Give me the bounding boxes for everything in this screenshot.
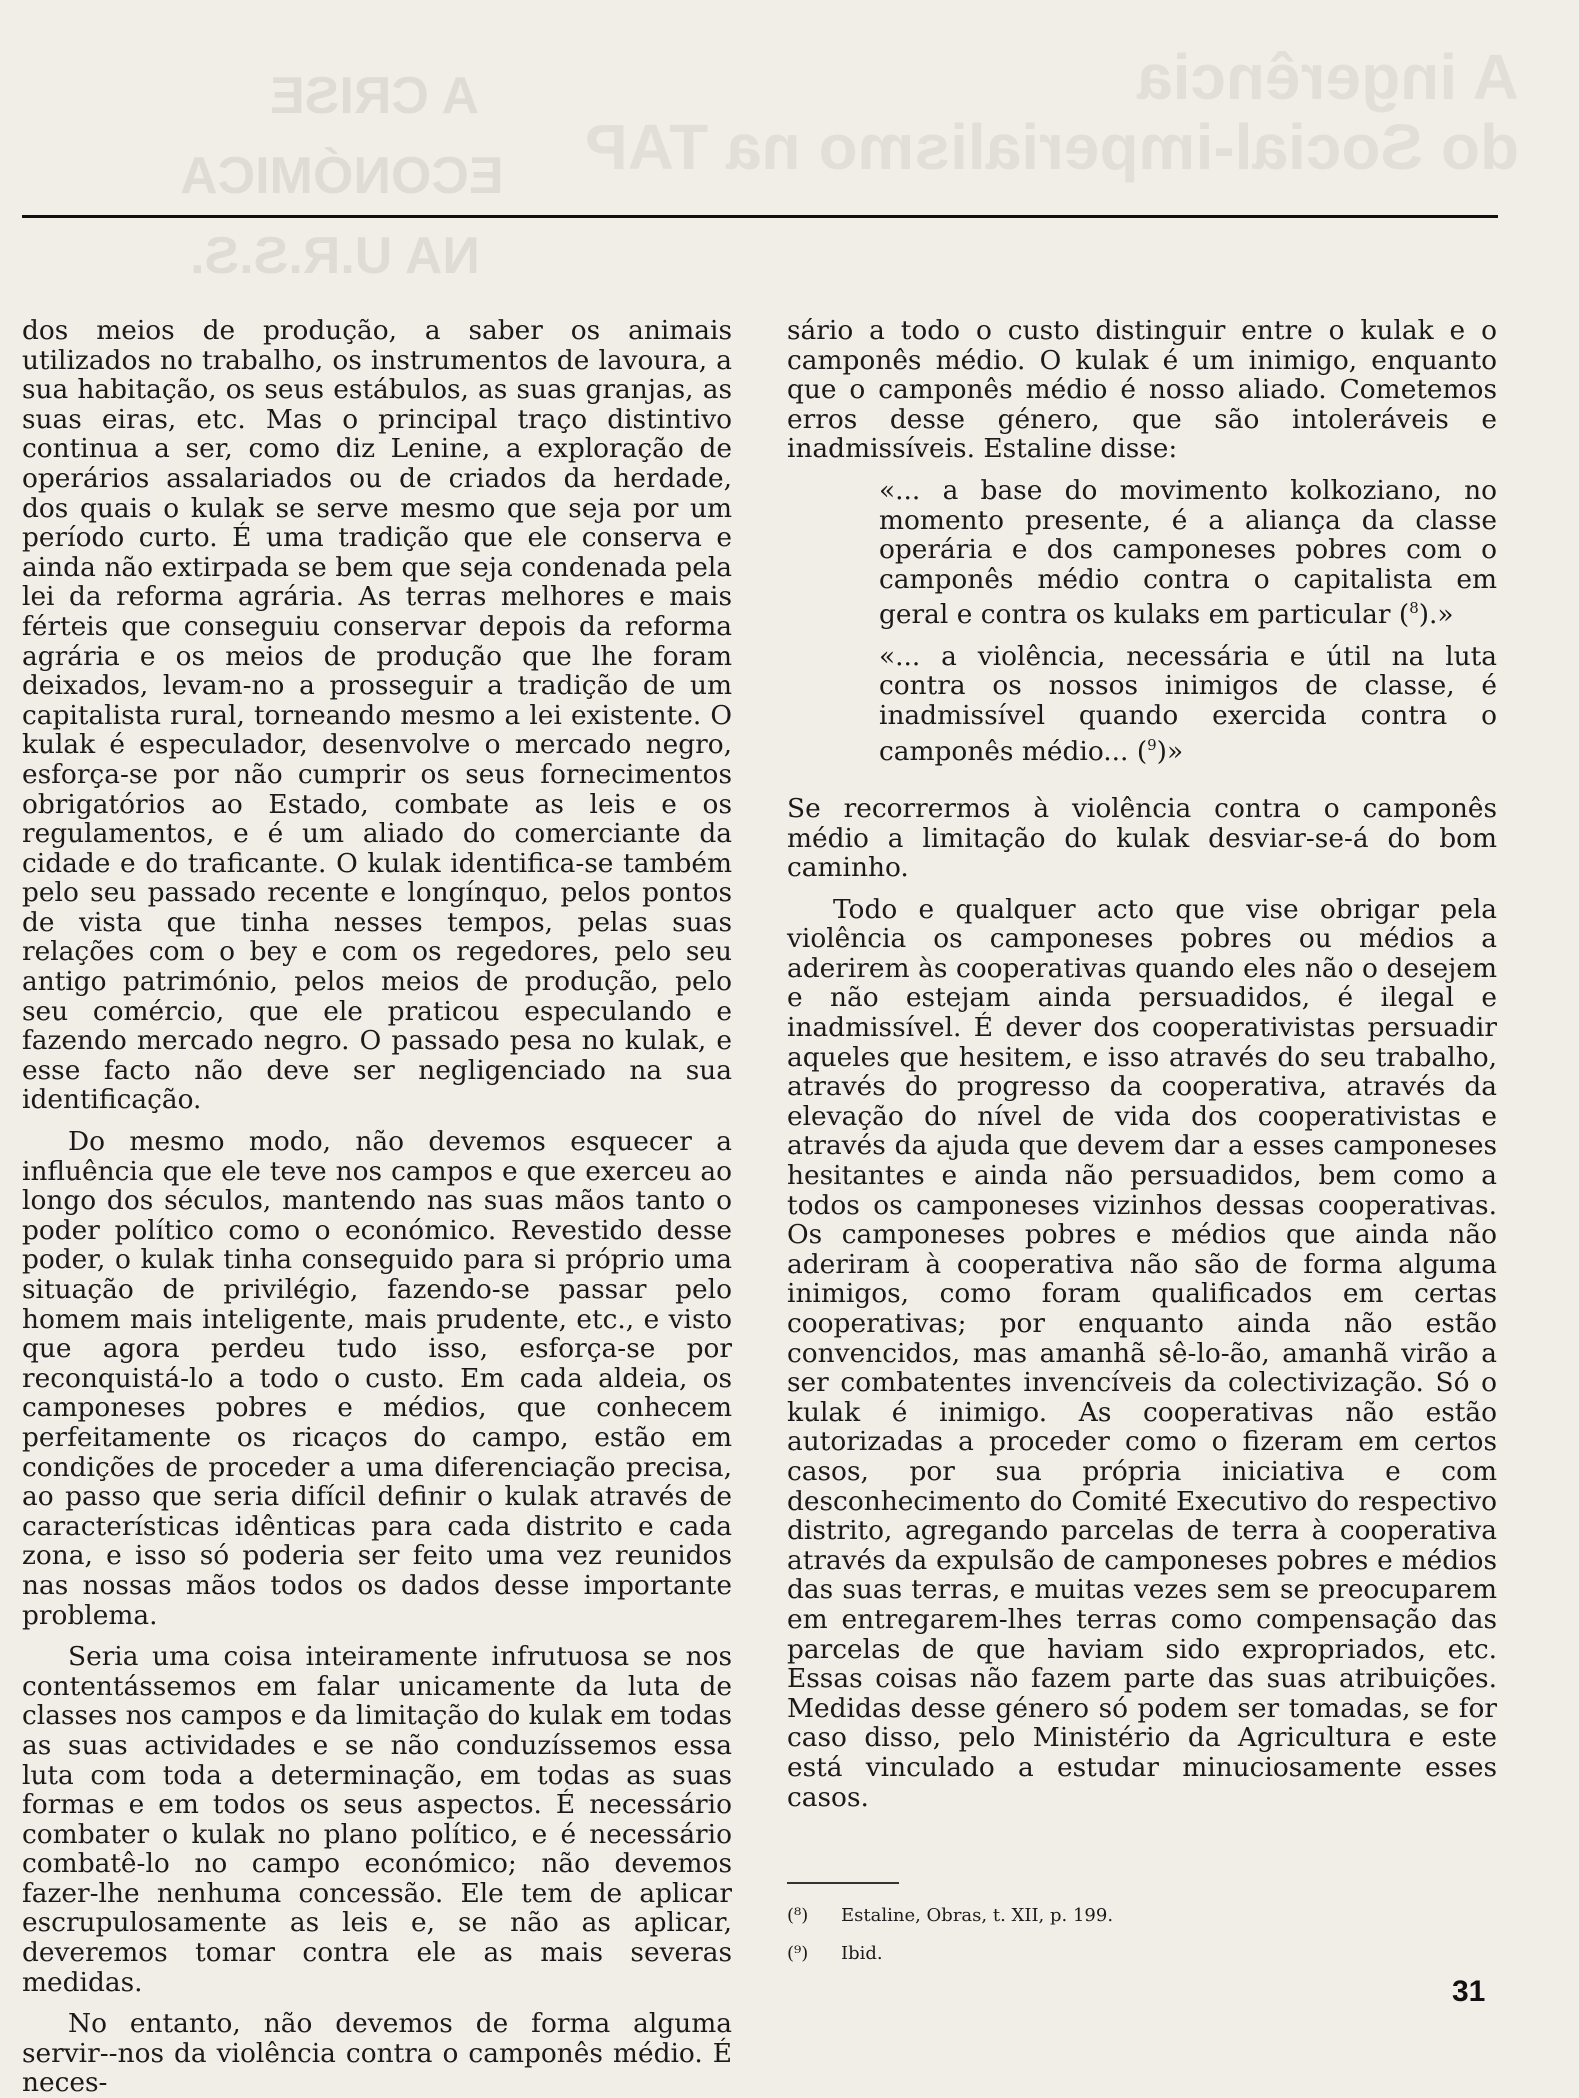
paragraph: Se recorrermos à violência contra o camponês médio a limitação do kulak desviar-se-á do bom caminho. bbox=[787, 792, 1497, 884]
quote-text: «... a violência, necessária e útil na luta contra os nossos inimigos de classe, é inadmissível quando exercida contra o camponês médio... ( bbox=[879, 640, 1497, 767]
quote-close: ).» bbox=[1418, 599, 1454, 631]
paragraph: dos meios de produção, a saber os animais utilizados no trabalho, os instrumentos de lavoura, a sua habitação, os seus estábulos, as suas granjas, as suas eiras, etc. Mas o principal traço distintivo continua a ser, como diz Lenine, a exploração de operários assalariados ou de criados da herdade, dos quais o kulak se serve mesmo que seja por um período curto. É uma tradição que ele conserva e ainda não extirpada se bem que seja condenada pela lei da reforma agrária. As terras melhores e mais férteis que conseguiu conservar depois da reforma agrária e os meios de produção que lhe foram deixados, levam-no a prosseguir a tradição de um capitalista rural, torneando mesmo a lei existente. O kulak é especulador, desenvolve o mercado negro, esforça-se por não cumprir os seus fornecimentos obrigatórios ao Estado, combate as leis e os regulamentos, e é um aliado do comerciante da cidade e do traficante. O kulak identifica-se também pelo seu passado recente e longínquo, pelos pontos de vista que tinha nesses tempos, pelas suas relações com o bey e com os regedores, pelo seu antigo património, pelos meios de produção, pelo seu comércio, que ele praticou especulando e fazendo mercado negro. O passado pesa no kulak, e esse facto não deve ser negligenciado na sua identificação. bbox=[22, 315, 732, 1116]
footnote-text: Estaline, Obras, t. XII, p. 199. bbox=[841, 1905, 1114, 1927]
footnote-ref: 8 bbox=[1409, 599, 1419, 618]
header-rule bbox=[22, 215, 1498, 218]
footnote bbox=[787, 1904, 1497, 1928]
right-column bbox=[787, 316, 1497, 1980]
paragraph: Todo e qualquer acto que vise obrigar pela violência os camponeses pobres ou médios a aderirem às cooperativas quando eles não o desejem e não estejam ainda persuadidos, é ilegal e inadmissível. É dever dos cooperativistas persuadir aqueles que hesitem, e isso através do seu trabalho, através do progresso da cooperativa, através da elevação do nível de vida dos cooperativistas e através da ajuda que devem dar a esses camponeses hesitantes e ainda não persuadidos, bem como a todos os camponeses vizinhos dessas cooperativas. Os camponeses pobres e médios que ainda não aderiram à cooperativa não são de forma alguma inimigos, como foram qualificados em certas cooperativas; por enquanto ainda não estão convencidos, mas amanhã sê-lo-ão, amanhã virão a ser combatentes invencíveis da colectivização. Só o kulak é inimigo. As cooperativas não estão autorizadas a proceder como o fizeram em certos casos, por sua própria iniciativa e com desconhecimento do Comité Executivo do respectivo distrito, agregando parcelas de terra à cooperativa através da expulsão de camponeses pobres e médios das suas terras, e muitas vezes sem se preocuparem em entregarem-lhes terras como compensação das parcelas de que haviam sido expropriados, etc. Essas coisas não fazem parte das suas atribuições. Medidas desse género só podem ser tomadas, se for caso disso, pelo Ministério da Agricultura e este está vinculado a estudar minuciosamente esses casos. bbox=[787, 893, 1497, 1813]
footnote-marker: (⁹) bbox=[787, 1943, 809, 1965]
footnote-text: Ibid. bbox=[841, 1943, 883, 1965]
footnote-marker: (⁸) bbox=[787, 1905, 809, 1927]
bleed-heading-2: ECONÓMICA bbox=[180, 147, 504, 205]
paragraph: Seria uma coisa inteiramente infrutuosa se nos contentássemos em falar unicamente da luta de classes nos campos e da limitação do kulak em todas as suas actividades e se não conduzíssemos essa luta com toda a determinação, em todas as suas formas e em todos os seus aspectos. É necessário combater o kulak no plano político, e é necessário combatê-lo no campo económico; não devemos fazer-lhe nenhuma concessão. Ele tem de aplicar escrupulosamente as leis e, se não as aplicar, deveremos tomar contra ele as mais severas medidas. bbox=[22, 1641, 732, 1998]
footnote bbox=[787, 1942, 1497, 1966]
quote-text: «... a base do movimento kolkoziano, no momento presente, é a aliança da classe operária e dos camponeses pobres com o camponês médio contra o capitalista em geral e contra os kulaks em particular ( bbox=[879, 474, 1497, 631]
paragraph: sário a todo o custo distinguir entre o kulak e o camponês médio. O kulak é um inimigo, enquanto que o camponês médio é nosso aliado. Cometemos erros desse género, que são intoleráveis e inadmissíveis. Estaline disse: bbox=[787, 315, 1497, 465]
paragraph: Do mesmo modo, não devemos esquecer a influência que ele teve nos campos e que exerceu ao longo dos séculos, mantendo nas suas mãos tanto o poder político como o económico. Revestido desse poder, o kulak tinha conseguido para si próprio uma situação de privilégio, fazendo-se passar pelo homem mais inteligente, mais prudente, etc., e visto que agora perdeu tudo isso, esforça-se por reconquistá-lo a todo o custo. Em cada aldeia, os camponeses pobres e médios, que conhecem perfeitamente os ricaços do campo, estão em condições de proceder a uma diferenciação precisa, ao passo que seria difícil definir o kulak através de características idênticas para cada distrito e cada zona, e isso só poderia ser feito uma vez reunidos nas nossas mãos todos os dados desse importante problema. bbox=[22, 1126, 732, 1631]
footnote-ref: 9 bbox=[1147, 735, 1157, 754]
footnote-rule bbox=[787, 1882, 899, 1884]
bleed-heading-1: A CRISE bbox=[270, 67, 479, 125]
bleed-title-1: A ingerência bbox=[1137, 41, 1519, 113]
quote-close: )» bbox=[1156, 735, 1184, 767]
left-column bbox=[22, 316, 732, 2098]
bleed-heading-3: NA U.R.S.S. bbox=[190, 227, 480, 285]
quotation bbox=[787, 642, 1497, 766]
paragraph: No entanto, não devemos de forma alguma servir--nos da violência contra o camponês médio. É neces- bbox=[22, 2008, 732, 2098]
page-number: 31 bbox=[1452, 1975, 1486, 2008]
bleed-title-2: do Social-imperialismo na TAP bbox=[584, 111, 1519, 183]
quotation bbox=[787, 476, 1497, 630]
